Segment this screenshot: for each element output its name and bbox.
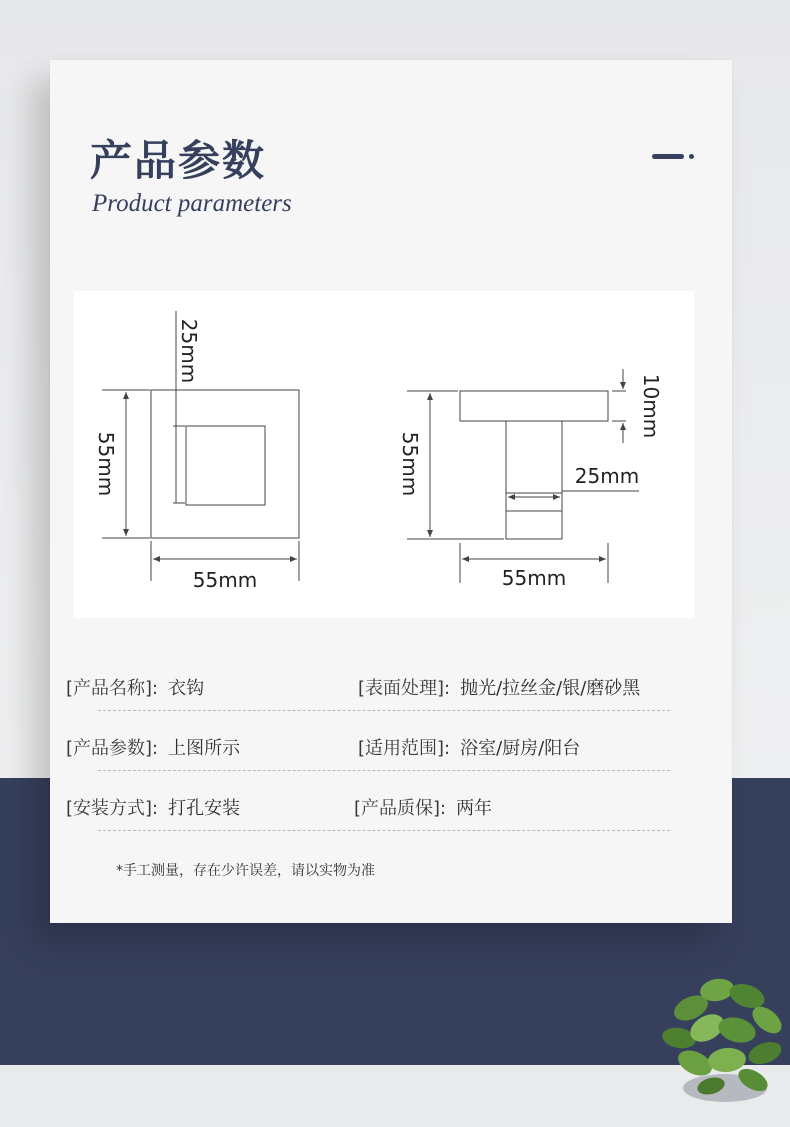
spec-finish <box>358 674 640 700</box>
dash-dot-decoration-icon <box>652 152 696 160</box>
side-width-label: 55mm <box>501 566 567 590</box>
row-divider <box>98 770 670 771</box>
spec-value: 两年 <box>456 798 493 819</box>
spec-row <box>50 720 732 780</box>
page-title: 产品参数 <box>90 136 267 185</box>
spec-label: [安装方式]: <box>66 798 159 819</box>
spec-value: 抛光/拉丝金/银/磨砂黑 <box>460 678 641 699</box>
side-stem <box>506 421 562 539</box>
front-inner-square <box>186 426 265 505</box>
parameters-card <box>50 60 732 923</box>
spec-value: 衣钩 <box>168 678 205 699</box>
spec-scope <box>358 734 580 760</box>
spec-value: 上图所示 <box>168 738 241 759</box>
side-thickness-label: 10mm <box>639 373 663 439</box>
front-height-label: 55mm <box>94 431 118 497</box>
row-divider <box>98 830 670 831</box>
front-width-label: 55mm <box>192 568 258 592</box>
dimension-diagram <box>74 291 694 618</box>
page-subtitle: Product parameters <box>92 190 292 217</box>
spec-row <box>50 780 732 840</box>
spec-label: [产品参数]: <box>66 738 159 759</box>
front-outer-square <box>151 390 299 538</box>
spec-label: [适用范围]: <box>358 738 451 759</box>
side-height-label: 55mm <box>398 431 422 497</box>
dimension-drawing <box>74 291 694 618</box>
potted-basil-plant-icon <box>655 968 790 1108</box>
spec-params <box>66 734 240 760</box>
side-plate <box>460 391 608 421</box>
spec-row <box>50 660 732 720</box>
spec-install <box>66 794 240 820</box>
side-stem-label: 25mm <box>574 464 640 488</box>
spec-label: [产品名称]: <box>66 678 159 699</box>
spec-warranty <box>354 794 492 820</box>
row-divider <box>98 710 670 711</box>
measurement-note: *手工测量，存在少许误差，请以实物为准 <box>116 863 375 879</box>
spec-value: 浴室/厨房/阳台 <box>460 738 581 759</box>
spec-label: [表面处理]: <box>358 678 451 699</box>
spec-name <box>66 674 204 700</box>
spec-value: 打孔安装 <box>168 798 241 819</box>
front-inner-label: 25mm <box>177 318 201 384</box>
spec-label: [产品质保]: <box>354 798 447 819</box>
